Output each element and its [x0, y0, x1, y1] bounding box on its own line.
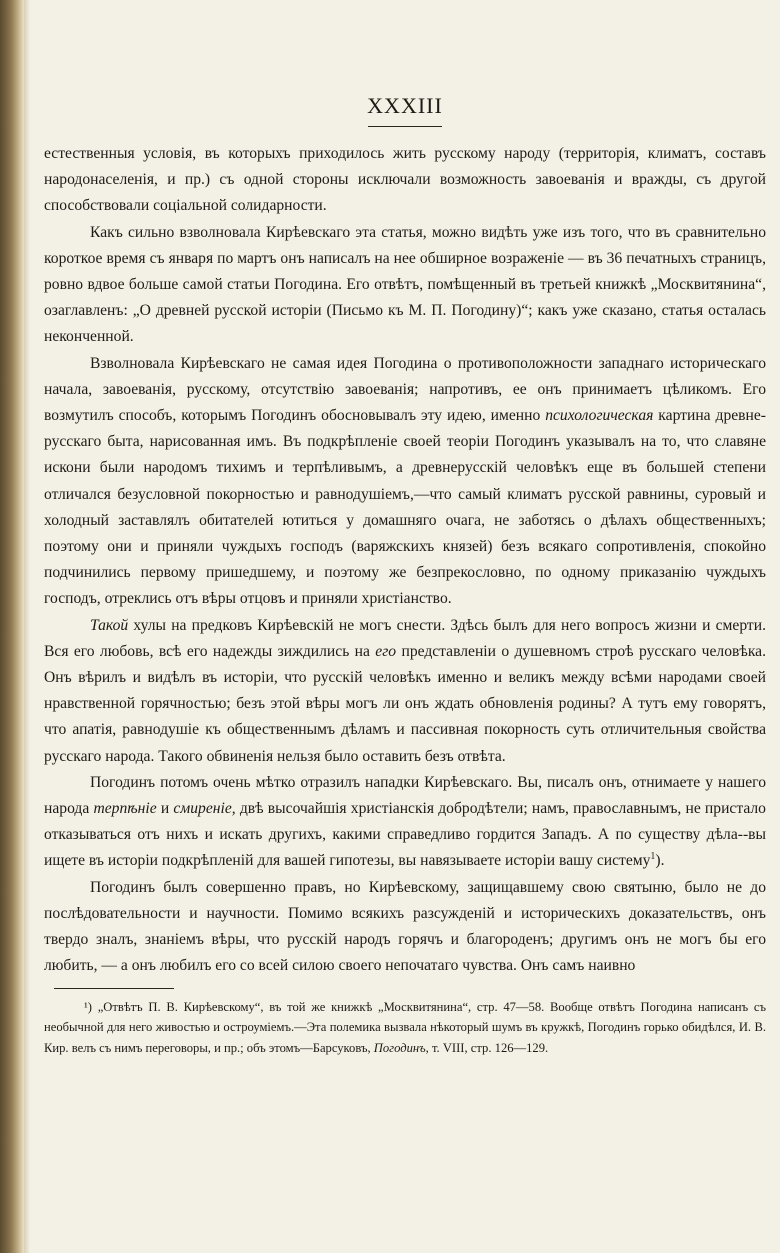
footnote-1	[44, 997, 766, 1059]
paragraph-3	[44, 351, 766, 613]
paragraph-6-text: Погодинъ былъ совершенно правъ, но Кирѣевскому, защищавшему свою святыню, было не до послѣдовательности и научности. Помимо всякихъ разсужденій и историческихъ доказательствъ, онъ твердо зналъ, знаніемъ вѣры, что русскій народъ горячъ и благороденъ; другимъ онъ не могъ бы его любить, — а онъ любилъ его со всей силою своего непочатаго чувства. Онъ самъ наивно	[44, 878, 766, 975]
page-edge-shadow	[24, 0, 30, 1253]
paragraph-1	[44, 141, 766, 220]
paragraph-2	[44, 220, 766, 351]
paragraph-5-emphasis-1: терпѣніе	[93, 800, 157, 818]
page-content	[44, 92, 766, 1058]
paragraph-5-text-a: Погодинъ потомъ очень мѣтко отразилъ нападки Кирѣевскаго. Вы, писалъ онъ, отнимаете у нашего народа	[44, 773, 766, 818]
paragraph-1-text: естественныя условія, въ которыхъ приходилось жить русскому народу (территорія, климатъ, составъ народонаселенія, и пр.) съ одной стороны исключали возможность завоеванія и вражды, съ другой способствовали соціальной солидарности.	[44, 145, 766, 215]
paragraph-5	[44, 770, 766, 875]
paragraph-6	[44, 875, 766, 980]
paragraph-2-text: Какъ сильно взволновала Кирѣевскаго эта статья, можно видѣть уже изъ того, что въ сравнительно короткое время съ января по мартъ онъ написалъ на нее обширное возраженіе — въ 36 печатныхъ страницъ, ровно вдвое больше самой статьи Погодина. Его отвѣтъ, помѣщенный въ третьей книжкѣ „Москвитянина“, озаглавленъ: „О древней русской исторіи (Письмо къ М. П. Погодину)“; какъ уже сказано, статья осталась неконченной.	[44, 223, 766, 346]
paragraph-5-text-c: двѣ высочайшія христіанскія добродѣтели; намъ, православнымъ, не пристало отказываться отъ нихъ и искать другихъ, какими справедливо гордится Западъ. А по существу дѣла--вы ищете въ исторіи подкрѣпленій для вашей гипотезы, вы навязываете исторіи вашу систему	[44, 800, 766, 870]
paragraph-5-text-b: и	[156, 800, 174, 818]
footnote-marker: ¹)	[84, 999, 92, 1014]
paragraph-3-text-a: Взволновала Кирѣевскаго не самая идея Погодина о противоположности западнаго историческаго начала, завоеванія, русскому, отсутствію завоеванія; напротивъ, ее онъ принимаетъ цѣликомъ. Его возмутилъ способъ, которымъ Погодинъ обосновывалъ эту идею, именно	[44, 354, 766, 425]
paragraph-5-text-close: ).	[655, 852, 665, 870]
footnote	[44, 997, 766, 1059]
paragraph-4-emphasis-2: его	[375, 642, 397, 660]
footnote-emphasis: Погодинъ,	[373, 1040, 429, 1055]
footnote-text-a: „Отвѣтъ П. В. Кирѣевскому“, въ той же книжкѣ „Москвитянина“, стр. 47—58. Вообще отвѣтъ Погодина написанъ съ необычной для него живостью и остроуміемъ.—Эта полемика вызвала нѣкоторый шумъ въ кружкѣ, Погодинъ горько обидѣлся, И. В. Кир. велъ съ нимъ переговоры, и пр.; объ этомъ—Барсуковъ,	[44, 999, 766, 1055]
paragraph-4-text-a: хулы на предковъ Кирѣевскій не могъ снести. Здѣсь былъ для него вопросъ жизни и смерти. Вся его любовь, всѣ его надежды зиждились на	[44, 616, 766, 660]
footnote-reference: 1	[650, 851, 656, 863]
paragraph-5-emphasis-2: смиреніе,	[173, 800, 236, 818]
footnote-text-b: т. VIII, стр. 126—129.	[428, 1040, 549, 1055]
footnote-separator	[54, 988, 174, 989]
page-number-underline	[368, 126, 442, 127]
paragraph-3-emphasis: психологическая	[545, 407, 654, 425]
paragraph-4-text-b: представленіи о душевномъ строѣ русскаго человѣка. Онъ вѣрилъ и видѣлъ въ исторіи, что русскій человѣкъ именно и великъ между всѣми народами своей нравственной горячностью; безъ этой вѣры могъ ли онъ ждать обновленія родины? А тутъ ему говорятъ, что апатія, равнодушіе къ общественнымъ дѣламъ и пассивная покорность суть отличительныя свойства русскаго народа. Такого обвиненія нельзя было оставить безъ отвѣта.	[44, 642, 766, 765]
paragraph-3-text-b: картина древне-русскаго быта, нарисованная имъ. Въ подкрѣпленіе своей теоріи Погодинъ указывалъ на то, что славяне искони были народомъ тихимъ и терпѣливымъ, а древнерусскій человѣкъ еще въ большей степени отличался безусловной покорностью и равнодушіемъ,—что самый климатъ русской равнины, суровый и холодный заставлялъ обитателей ютиться у домашняго очага, не заботясь о дѣлахъ общественныхъ; поэтому они и приняли чуждыхъ господъ (варяжскихъ князей) безъ всякаго сопротивленія, спокойно подчинились первому пришедшему, и поэтому же безпрекословно, по одному приказанію чуждыхъ господъ, отреклись отъ вѣры отцовъ и приняли христіанство.	[44, 407, 766, 608]
main-text	[44, 141, 766, 980]
book-binding	[0, 0, 24, 1253]
paragraph-4-emphasis-1: Такой	[90, 616, 129, 634]
paragraph-4	[44, 613, 766, 770]
page-number: XXXIII	[367, 93, 443, 118]
